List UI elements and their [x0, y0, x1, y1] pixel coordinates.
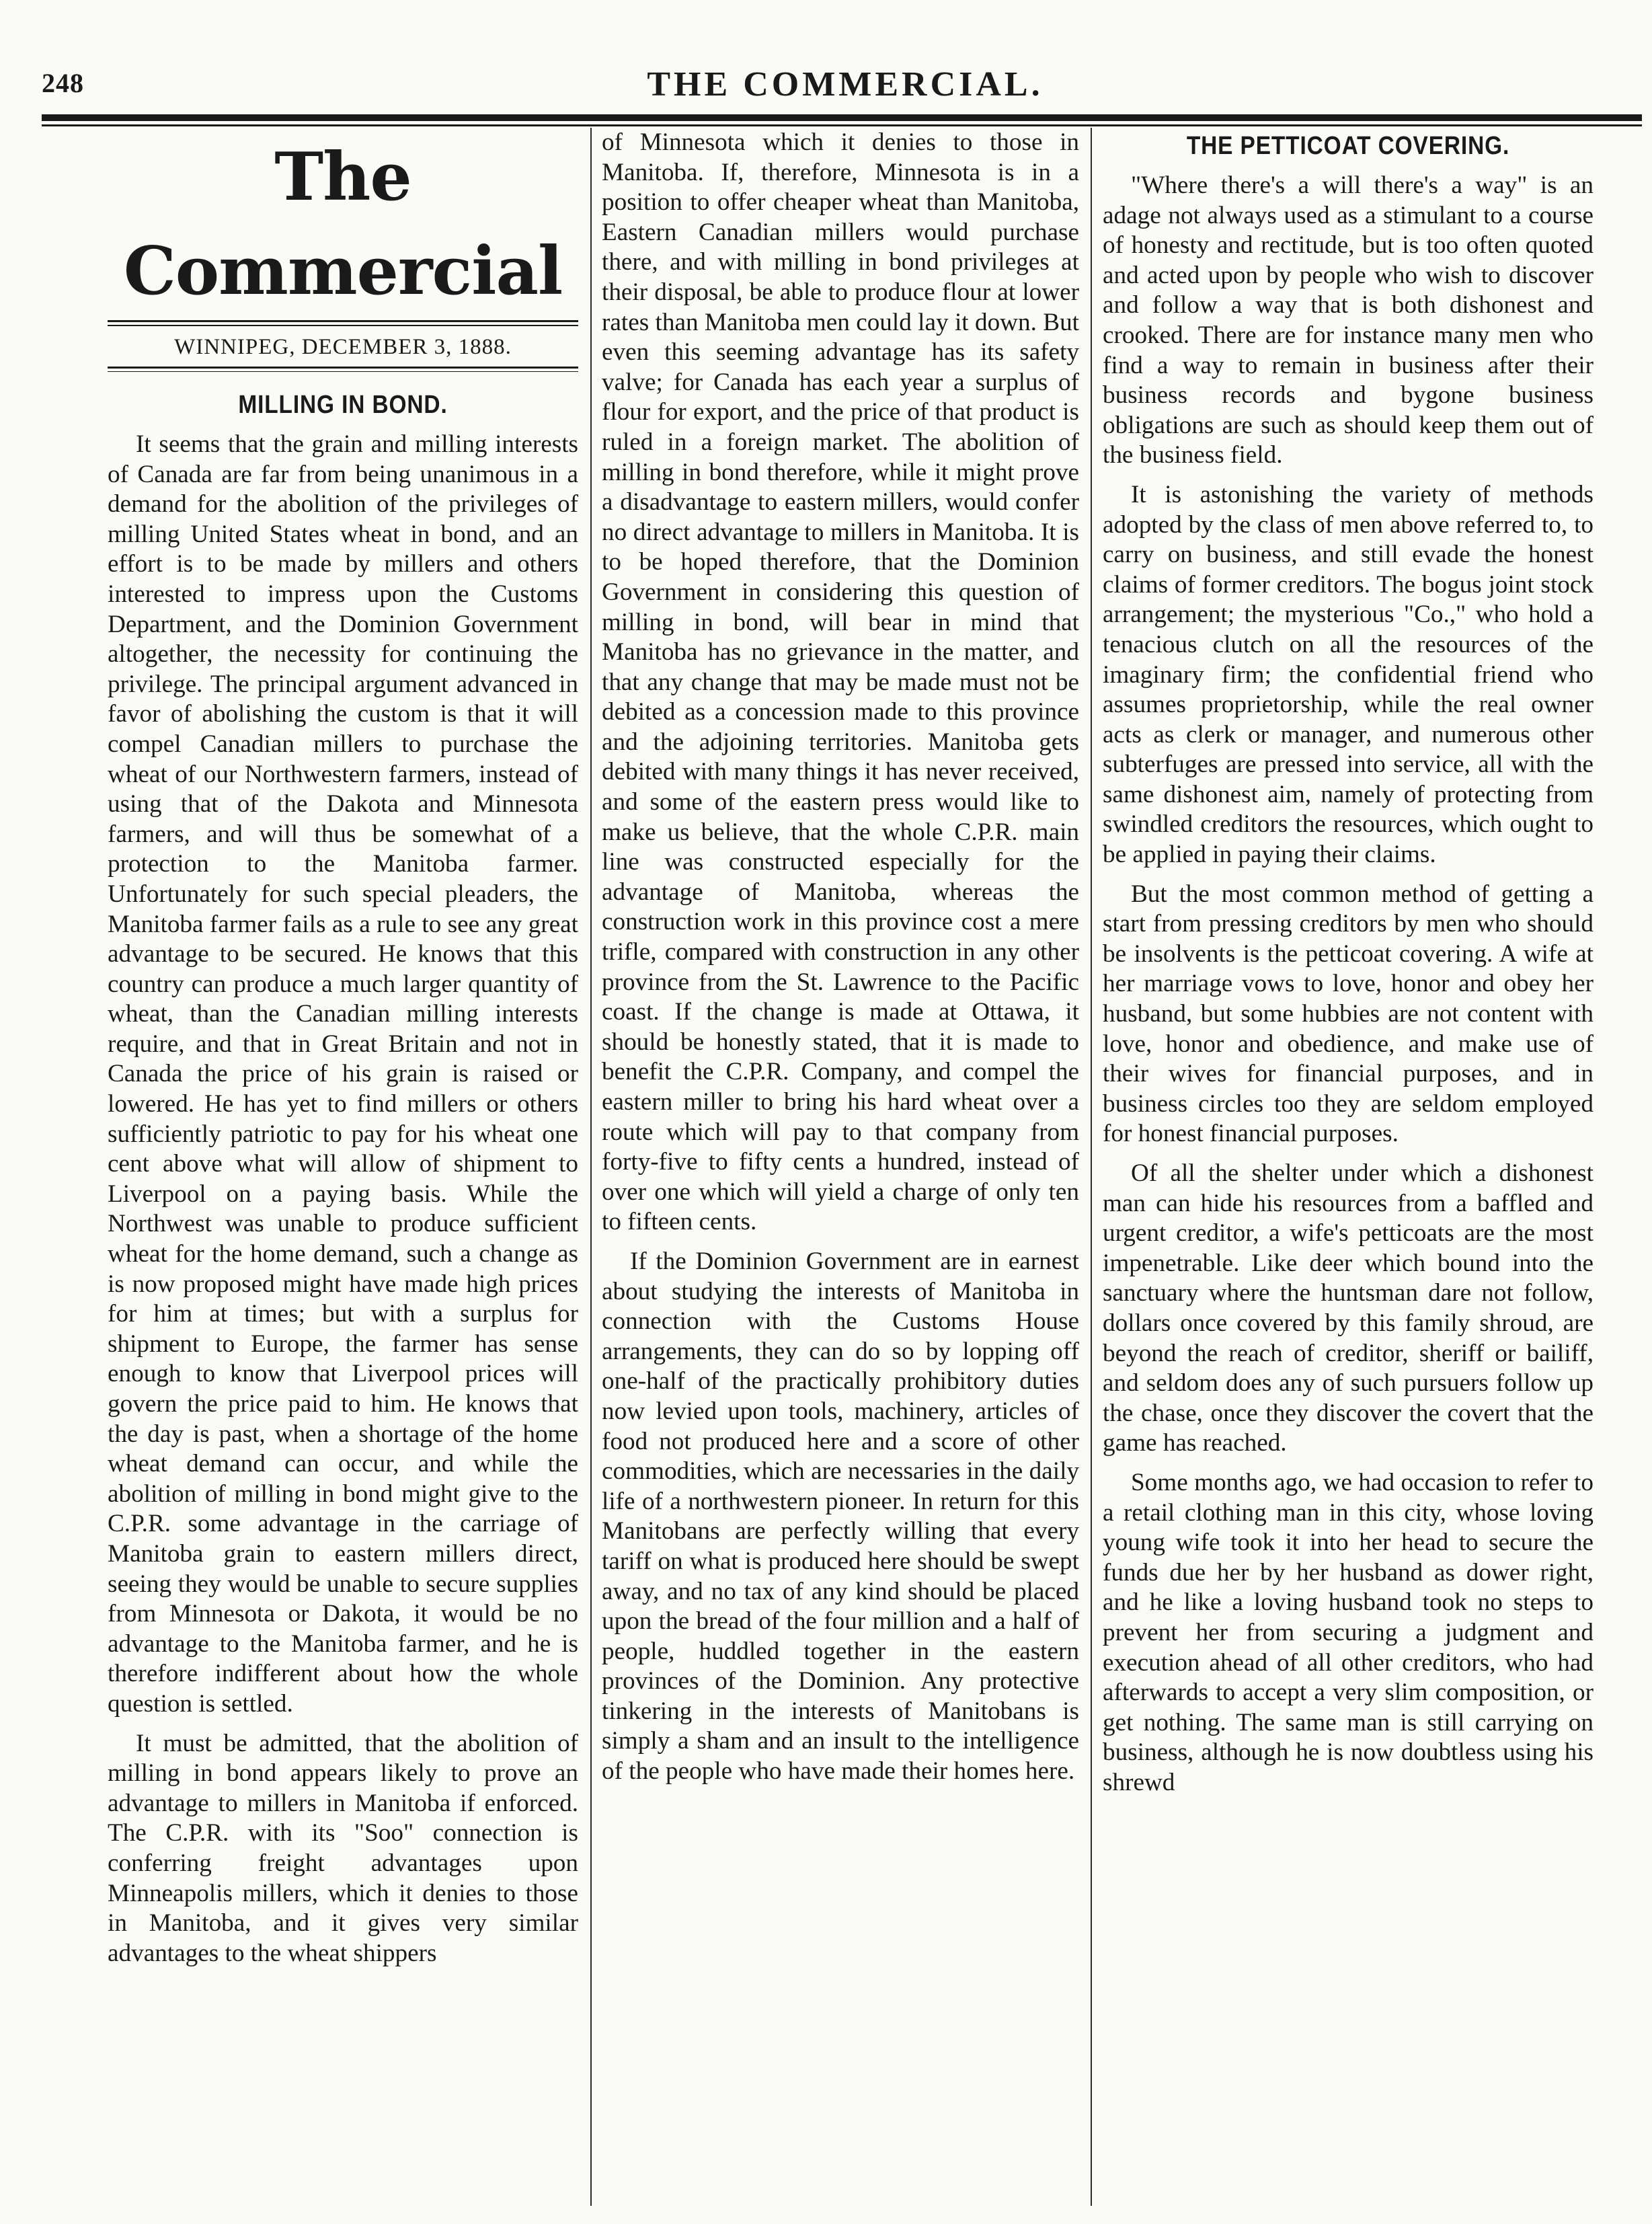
article-heading-milling-in-bond: MILLING IN BOND.	[238, 391, 448, 419]
dateline-rule	[108, 367, 578, 369]
page-number: 248	[42, 68, 84, 98]
article-heading-petticoat-covering: THE PETTICOAT COVERING.	[1186, 132, 1510, 160]
nameplate-rule	[108, 320, 578, 322]
column-2	[602, 128, 1079, 2206]
masthead-title: THE COMMERCIAL.	[647, 65, 1044, 104]
article-paragraph: Some months ago, we had occasion to refer to a retail clothing man in this city, whose loving young wife took it into her head to secure the funds due her by her husband as dower right, and he like a loving husband took no steps to prevent her from securing a judgment and execution ahead of all other creditors, who had afterwards to accept a very slim composition, or get nothing. The same man is still carrying on business, although he is now doubtless using his shrewd	[1103, 1468, 1594, 1796]
header-rule-thin	[42, 124, 1642, 126]
dateline-rule-thin	[108, 371, 578, 373]
column-3	[1103, 128, 1594, 2206]
article-paragraph: If the Dominion Government are in earnest about studying the interests of Manitoba in connection with the Customs House arrangements, they can do so by lopping off one-half of the practically prohibitory duties now levied upon tools, machinery, articles of food not produced here and a score of other commodities, which are necessaries in the daily life of a northwestern pioneer. In return for this Manitobans are perfectly willing that every tariff on what is produced here should be swept away, and no tax of any kind should be placed upon the bread of the four million and a half of people, huddled together in the eastern provinces of the Dominion. Any protective tinkering in the interests of Manitobans is simply a sham and an insult to the intelligence of the people who have made their homes here.	[602, 1247, 1079, 1786]
article-paragraph: It must be admitted, that the abolition of milling in bond appears likely to prove an advantage to millers in Manitoba if enforced. The C.P.R. with its "Soo" connection is conferring freight advantages upon Minneapolis millers, which it denies to those in Manitoba, and it gives very similar advantages to the wheat shippers	[108, 1729, 578, 1967]
dateline: WINNIPEG, DECEMBER 3, 1888.	[174, 334, 512, 359]
article-paragraph: It seems that the grain and milling interests of Canada are far from being unanimous in a demand for the abolition of the privileges of milling United States wheat in bond, and an effort is to be made by millers and others interested to impress upon the Customs Department, and the Dominion Government altogether, the necessity for continuing the privilege. The principal argument advanced in favor of abolishing the custom is that it will compel Canadian millers to purchase the wheat of our Northwestern farmers, instead of using that of the Dakota and Minnesota farmers, and will thus be somewhat of a protection to the Manitoba farmer. Unfortunately for such special pleaders, the Manitoba farmer fails as a rule to see any great advantage to be secured. He knows that this country can produce a much larger quantity of wheat, than the Canadian milling interests require, and that in Great Britain and not in Canada the price of his grain is raised or lowered. He has yet to find millers or others sufficiently patriotic to pay for his wheat one cent above what will allow of shipment to Liverpool on a paying basis. While the Northwest was unable to produce sufficient wheat for the home demand, such a change as is now proposed might have made high prices for him at times; but with a surplus for shipment to Europe, the farmer has sense enough to know that Liverpool prices will govern the price paid to him. He knows that the day is past, when a shortage of the home wheat demand can occur, and while the abolition of milling in bond might give to the C.P.R. some advantage in the carriage of Manitoba grain to eastern millers direct, seeing they would be unable to secure supplies from Minnesota or Dakota, it would be no advantage to the Manitoba farmer, and he is therefore indifferent about how the whole question is settled.	[108, 430, 578, 1718]
article-paragraph: "Where there's a will there's a way" is an adage not always used as a stimulant to a course of honesty and rectitude, but is too often quoted and acted upon by people who wish to discover and follow a way that is both dishonest and crooked. There are for instance many men who find a way to remain in business after their business records and bygone business obligations are such as should keep them out of the business field.	[1103, 171, 1594, 469]
header-rule	[42, 114, 1642, 121]
column-1	[108, 128, 578, 2206]
article-paragraph: But the most common method of getting a start from pressing creditors by men who should be insolvents is the petticoat covering. A wife at her marriage vows to love, honor and obey her husband, but some hubbies are not content with love, honor and obedience, and make use of their wives for financial purposes, and in business circles too they are seldom employed for honest financial purposes.	[1103, 880, 1594, 1148]
nameplate-title: The Commercial	[123, 139, 563, 310]
article-paragraph: Of all the shelter under which a dishonest man can hide his resources from a baffled and urgent creditor, a wife's petticoats are the most impenetrable. Like deer which bound into the sanctuary where the huntsman dare not follow, dollars once covered by this family shroud, are beyond the reach of creditor, sheriff or bailiff, and seldom does any of such pursuers follow up the chase, once they discover the covert that the game has reached.	[1103, 1159, 1594, 1457]
page-header	[42, 65, 1649, 132]
nameplate-rule-thin	[108, 325, 578, 326]
article-paragraph: It is astonishing the variety of methods adopted by the class of men above referred to, to carry on business, and still evade the honest claims of former creditors. The bogus joint stock arrangement; the mysterious "Co.," who hold a tenacious clutch on all the resources of the imaginary firm; the confidential friend who assumes proprietorship, while the real owner acts as clerk or manager, and numerous other subterfuges are pressed into service, all with the same dishonest aim, namely of protecting from swindled creditors the resources, which ought to be applied in paying their claims.	[1103, 480, 1594, 869]
column-divider	[1091, 128, 1092, 2206]
column-divider	[590, 128, 592, 2206]
article-paragraph-continued: of Minnesota which it denies to those in Manitoba. If, therefore, Minnesota is in a position to offer cheaper wheat than Manitoba, Eastern Canadian millers would purchase there, and with milling in bond privileges at their disposal, be able to produce flour at lower rates than Manitoba men could lay it down. But even this seeming advantage has its safety valve; for Canada has each year a surplus of flour for export, and the price of that product is ruled in a foreign market. The abolition of milling in bond therefore, while it might prove a disadvantage to eastern millers, would confer no direct advantage to millers in Manitoba. It is to be hoped therefore, that the Dominion Government in considering this question of milling in bond, will bear in mind that Manitoba has no grievance in the matter, and that any change that may be made must not be debited as a concession made to this province and the adjoining territories. Manitoba gets debited with many things it has never received, and some of the eastern press would like to make us believe, that the whole C.P.R. main line was constructed especially for the advantage of Manitoba, whereas the construction work in this province cost a mere trifle, compared with construction in any other province from the St. Lawrence to the Pacific coast. If the change is made at Ottawa, it should be honestly stated, that it is made to benefit the C.P.R. Company, and compel the eastern miller to bring his hard wheat over a route which will pay to that company from forty-five to fifty cents a hundred, instead of over one which will yield a charge of only ten to fifteen cents.	[602, 128, 1079, 1236]
